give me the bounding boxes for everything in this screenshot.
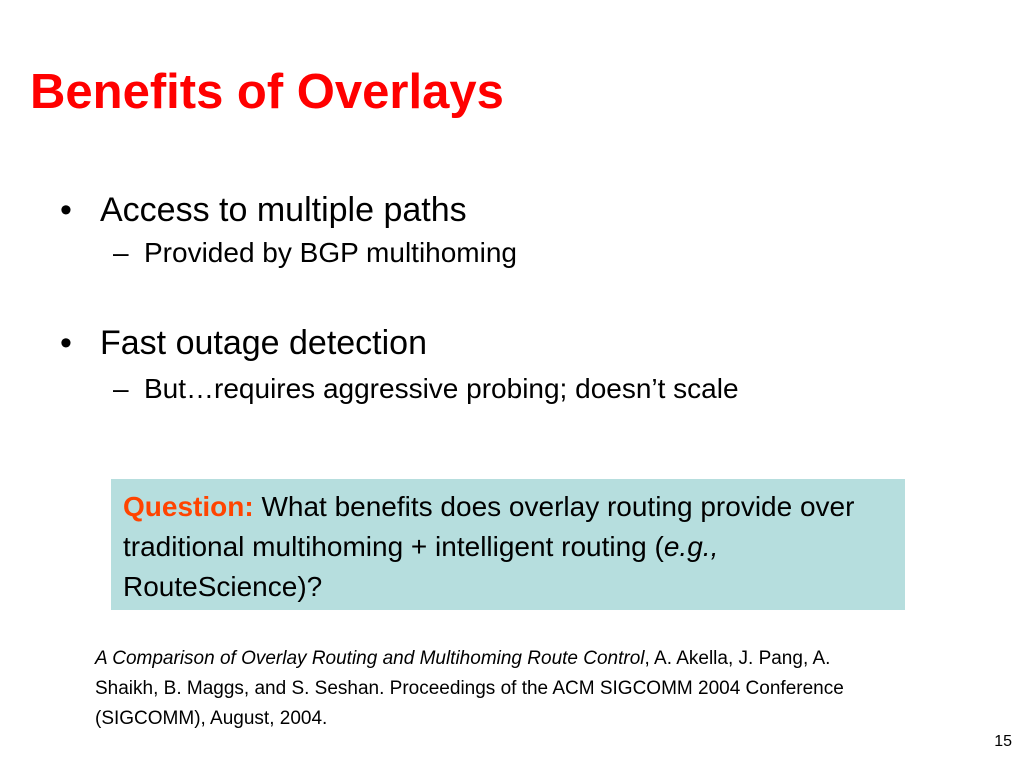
bullet-item bbox=[56, 188, 996, 232]
page-number: 15 bbox=[994, 733, 1012, 750]
sub-bullet-item bbox=[56, 233, 996, 273]
sub-bullet-text: But…requires aggressive probing; doesn’t scale bbox=[144, 373, 739, 404]
citation-details: , A. Akella, J. Pang, A. Shaikh, B. Maggs, and S. Seshan. Proceedings of the ACM SIGCOMM 2004 Conference (SIGCOMM), August, 2004. bbox=[95, 648, 844, 729]
question-text-end: RouteScience)? bbox=[123, 571, 323, 602]
sub-bullet-item bbox=[56, 369, 996, 409]
bullet-text: Fast outage detection bbox=[100, 324, 428, 362]
bullet-text: Access to multiple paths bbox=[100, 191, 467, 229]
citation-title: A Comparison of Overlay Routing and Multihoming Route Control bbox=[95, 648, 645, 669]
slide-title: Benefits of Overlays bbox=[30, 65, 504, 119]
question-italic-text: e.g., bbox=[663, 531, 719, 562]
citation bbox=[95, 644, 895, 734]
bullet-marker: • bbox=[60, 191, 72, 229]
sub-bullet-marker: – bbox=[113, 237, 129, 268]
bullet-list bbox=[56, 188, 996, 409]
bullet-marker: • bbox=[60, 324, 72, 362]
question-text: What benefits does overlay routing provide over traditional multihoming + intelligent routing ( bbox=[123, 491, 855, 562]
sub-bullet-marker: – bbox=[113, 373, 129, 404]
question-box bbox=[111, 479, 905, 610]
question-label: Question: bbox=[123, 491, 254, 522]
sub-bullet-text: Provided by BGP multihoming bbox=[144, 237, 517, 268]
bullet-item bbox=[56, 321, 996, 365]
